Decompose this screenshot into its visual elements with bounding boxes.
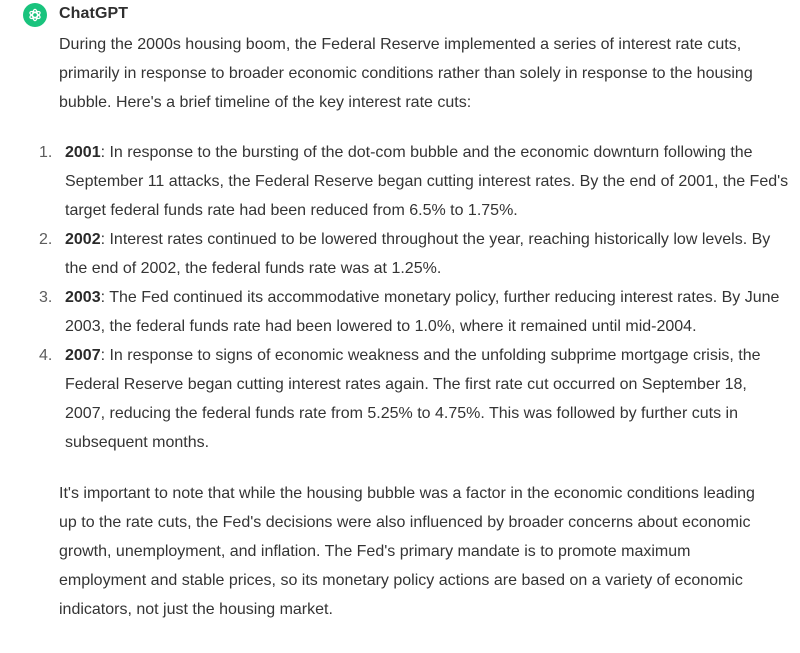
- openai-logo-icon: [26, 6, 44, 24]
- list-number: 3.: [39, 289, 53, 306]
- list-item-year: 2007: [65, 347, 101, 364]
- list-item: [39, 225, 789, 283]
- list-item: [39, 138, 789, 225]
- message-content: [39, 30, 789, 624]
- chatgpt-avatar: [23, 3, 47, 27]
- list-item-year: 2001: [65, 144, 101, 161]
- list-item-text: : The Fed continued its accommodative monetary policy, further reducing interest rates. By June 2003, the federal funds rate had been lowered to 1.0%, where it remained until mid-2004.: [65, 289, 780, 335]
- list-number: 2.: [39, 231, 53, 248]
- list-number: 1.: [39, 144, 53, 161]
- list-item: [39, 283, 789, 341]
- list-number: 4.: [39, 347, 53, 364]
- rate-cut-timeline: [39, 138, 789, 457]
- message-author: ChatGPT: [59, 5, 129, 22]
- closing-paragraph: It's important to note that while the housing bubble was a factor in the economic conditions leading up to the rate cuts, the Fed's decisions were also influenced by broader concerns about economic growth, unemployment, and inflation. The Fed's primary mandate is to promote maximum employment and stable prices, so its monetary policy actions are based on a variety of economic indicators, not just the housing market.: [59, 485, 755, 618]
- list-item: [39, 341, 789, 457]
- list-item-text: : In response to signs of economic weakness and the unfolding subprime mortgage crisis, the Federal Reserve began cutting interest rates again. The first rate cut occurred on September 18, 2007, reducing the federal funds rate from 5.25% to 4.75%. This was followed by further cuts in subsequent months.: [65, 347, 761, 451]
- list-item-year: 2002: [65, 231, 101, 248]
- list-item-text: : In response to the bursting of the dot-com bubble and the economic downturn following the September 11 attacks, the Federal Reserve began cutting interest rates. By the end of 2001, the Fed's target federal funds rate had been reduced from 6.5% to 1.75%.: [65, 144, 789, 219]
- list-item-year: 2003: [65, 289, 101, 306]
- intro-paragraph: During the 2000s housing boom, the Federal Reserve implemented a series of interest rate cuts, primarily in response to broader economic conditions rather than solely in response to the housing bubble. Here's a brief timeline of the key interest rate cuts:: [59, 36, 753, 111]
- list-item-text: : Interest rates continued to be lowered throughout the year, reaching historically low levels. By the end of 2002, the federal funds rate was at 1.25%.: [65, 231, 771, 277]
